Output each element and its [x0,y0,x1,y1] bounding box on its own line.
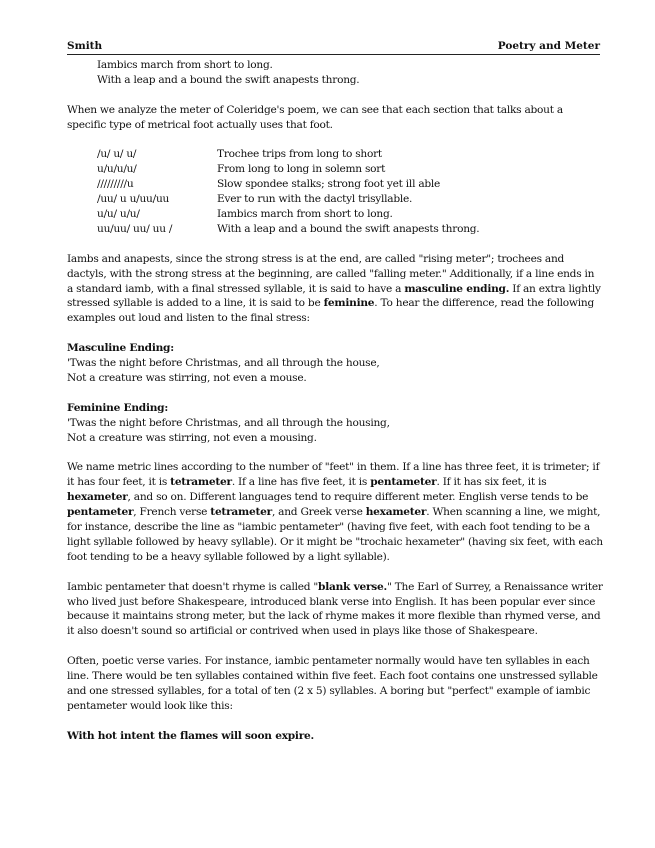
term-feminine: feminine [323,297,375,310]
scansion-line: Slow spondee stalks; strong foot yet ill able [217,178,441,191]
scansion-line: Ever to run with the dactyl trisyllable. [217,193,413,206]
scansion-row [97,147,603,162]
header-title: Poetry and Meter [497,40,600,52]
scansion-line: Iambics march from short to long. [217,208,393,221]
feminine-line-2: Not a creature was stirring, not even a mousing. [67,431,317,444]
example-line: With hot intent the flames will soon expire. [67,729,314,742]
masculine-heading: Masculine Ending: [67,342,174,355]
paragraph-rising-falling: Iambs and anapests, since the strong stress is at the end, are called "rising meter"; trochees and dactyls, with the strong stress at the beginning, are called "falling meter." Additionally, if a line ends in a standard iamb, with a final stressed syllable, it is said to have a masculine ending. If an extra lightly stressed syllable is added to a line, it is said to be feminine. To hear the difference, read the following examples out loud and listen to the final stress: [67,252,601,325]
opening-line-2: With a leap and a bound the swift anapests throng. [97,73,360,86]
scansion-pattern: /////////u [97,178,134,191]
opening-line-1: Iambics march from short to long. [97,59,273,71]
term-masculine-ending: masculine ending. [404,282,510,295]
scansion-pattern: uu/uu/ uu/ uu / [97,222,173,235]
header-author: Smith [67,40,103,52]
scansion-row [97,177,603,192]
scansion-pattern: /uu/ u u/uu/uu [97,193,170,206]
scansion-pattern: u/u/ u/u/ [97,208,140,221]
scansion-row [97,222,603,237]
scansion-row [97,207,603,222]
scansion-line: With a leap and a bound the swift anapests throng. [217,222,480,235]
scansion-row [97,162,603,177]
scansion-row [97,192,603,207]
feminine-line-1: 'Twas the night before Christmas, and all through the housing, [67,416,390,429]
scansion-table [97,147,603,236]
term-blank-verse: blank verse. [318,580,387,593]
masculine-line-2: Not a creature was stirring, not even a mouse. [67,371,307,384]
running-header [67,40,600,54]
masculine-line-1: 'Twas the night before Christmas, and all through the house, [67,357,380,370]
scansion-pattern: /u/ u/ u/ [97,148,137,161]
header-rule [67,54,600,55]
document-body [67,58,603,744]
paragraph-metric-lines: We name metric lines according to the number of "feet" in them. If a line has three feet, it is trimeter; if it has four feet, it is tetrameter. If a line has five feet, it is pentameter. If it has six feet, it is hexameter, and so on. Different languages tend to require different meter. English verse tends to be pentameter, French verse tetrameter, and Greek verse hexameter. When scanning a line, we might, for instance, describe the line as "iambic pentameter" (having five feet, with each foot tending to be a light syllable followed by heavy syllable). Or it might be "trochaic hexameter" (having six feet, with each foot tending to be a heavy syllable followed by a light syllable). [67,461,603,563]
scansion-line: Trochee trips from long to short [217,148,382,161]
scansion-pattern: u/u/u/u/ [97,163,137,176]
paragraph-blank-verse: Iambic pentameter that doesn't rhyme is called "blank verse." The Earl of Surrey, a Renaissance writer who lived just before Shakespeare, introduced blank verse into English. It has been popular ever since because it maintains strong meter, but the lack of rhyme makes it more flexible than rhymed verse, and it also doesn't sound so artificial or contrived when used in plays like those of Shakespeare. [67,580,603,638]
paragraph-coleridge: When we analyze the meter of Coleridge's poem, we can see that each section that talks about a specific type of metrical foot actually uses that foot. [67,103,563,131]
paragraph-variation: Often, poetic verse varies. For instance, iambic pentameter normally would have ten syllables in each line. There would be ten syllables contained within five feet. Each foot contains one unstressed syllable and one stressed syllables, for a total of ten (2 x 5) syllables. A boring but "perfect" example of iambic pentameter would look like this: [67,655,598,712]
scansion-line: From long to long in solemn sort [217,163,386,176]
feminine-heading: Feminine Ending: [67,401,169,414]
